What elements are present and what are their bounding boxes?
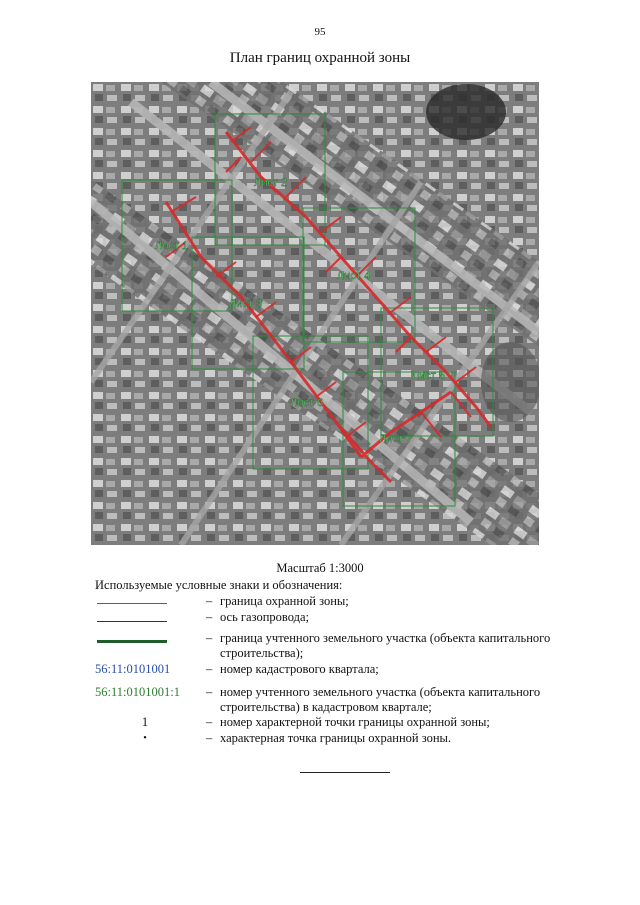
zone-boundary-swatch [97,603,167,604]
legend-text: номер кадастрового квартала; [220,662,379,676]
sheet-label-5: Лист 5 [412,370,446,382]
map-canvas [91,82,539,545]
cadastral-quarter-code: 56:11:0101001 [95,662,171,676]
legend-text: граница охранной зоны; [220,594,349,608]
legend-text: характерная точка границы охранной зоны. [220,731,452,745]
legend-text: граница учтенного земельного участка (объекта капитального строительства); [220,631,551,660]
legend-text: номер характерной точки границы охранной зоны; [220,715,490,729]
footer-rule [300,772,390,773]
land-plot-swatch [97,640,167,643]
gas-axis-swatch [97,621,167,622]
point-dot-symbol: • [143,733,147,744]
legend-text: номер учтенного земельного участка (объекта капитального строительства) в кадастровом квартале; [220,685,541,714]
point-number-symbol: 1 [141,715,149,729]
page-number: 95 [314,26,326,38]
legend-text: ось газопровода; [220,610,310,624]
aerial-map [91,82,539,545]
sheet-label-6: Лист 6 [290,397,324,409]
plot-number-code: 56:11:0101001:1 [95,685,180,699]
map-scale: Масштаб 1:3000 [276,561,364,575]
sheet-label-3: Лист 3 [229,298,263,310]
sheet-label-1: Лист 1 [155,240,189,252]
sheet-label-4: Лист 4 [337,270,371,282]
sheet-label-2: Лист 2 [254,177,288,189]
sheet-label-7: Лист 7 [379,433,413,445]
legend-heading: Используемые условные знаки и обозначения: [95,578,343,592]
page-title: План границ охранной зоны [229,50,411,66]
